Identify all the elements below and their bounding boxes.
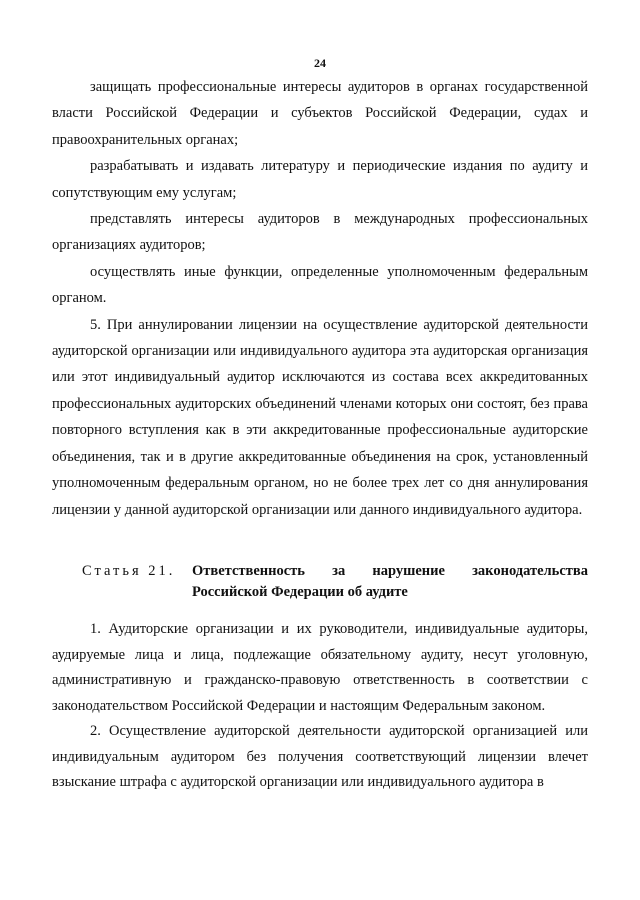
article-heading xyxy=(52,561,588,603)
article-label: Статья 21. xyxy=(82,562,176,579)
article-title: Ответственность за нарушение законодательства Российской Федерации об аудите xyxy=(192,562,588,600)
paragraph-represent-internationally: представлять интересы аудиторов в международных профессиональных организациях аудиторов; xyxy=(52,211,588,254)
page-number: 24 xyxy=(314,56,326,70)
paragraph-license-revocation: 5. При аннулировании лицензии на осуществление аудиторской деятельности аудиторской организации или индивидуального аудитора эта аудиторская организация или этот индивидуальный аудитор исключаются из состава всех аккредитованных профессиональных аудиторских объединений членами которых они состоят, без права повторного вступления как в эти аккредитованные профессиональные аудиторские объединения, так и в другие аккредитованные объединения на срок, установленный уполномоченным федеральным органом, но не более трех лет со дня аннулирования лицензии у данной аудиторской организации или данного индивидуального аудитора. xyxy=(52,316,588,518)
paragraph-lobby-interests: защищать профессиональные интересы аудиторов в органах государственной власти Российской Федерации и субъектов Российской Федерации, судах и правоохранительных органах; xyxy=(52,79,588,148)
paragraph-publish-literature: разрабатывать и издавать литературу и периодические издания по аудиту и сопутствующим ему услугам; xyxy=(52,158,588,201)
body-text xyxy=(52,74,588,796)
paragraph-other-functions: осуществлять иные функции, определенные уполномоченным федеральным органом. xyxy=(52,263,588,307)
paragraph-unlicensed-activity: 2. Осуществление аудиторской деятельности аудиторской организацией или индивидуальным аудитором без получения соответствующий лицензии влечет взыскание штрафа с аудиторской организации или индивидуального аудитора в xyxy=(52,723,588,791)
paragraph-liability: 1. Аудиторские организации и их руководители, индивидуальные аудиторы, аудируемые лица и лица, подлежащие обязательному аудиту, несут уголовную, административную и гражданско-правовую ответственность в соответствии с законодательством Российской Федерации и настоящим Федеральным законом. xyxy=(52,620,588,714)
